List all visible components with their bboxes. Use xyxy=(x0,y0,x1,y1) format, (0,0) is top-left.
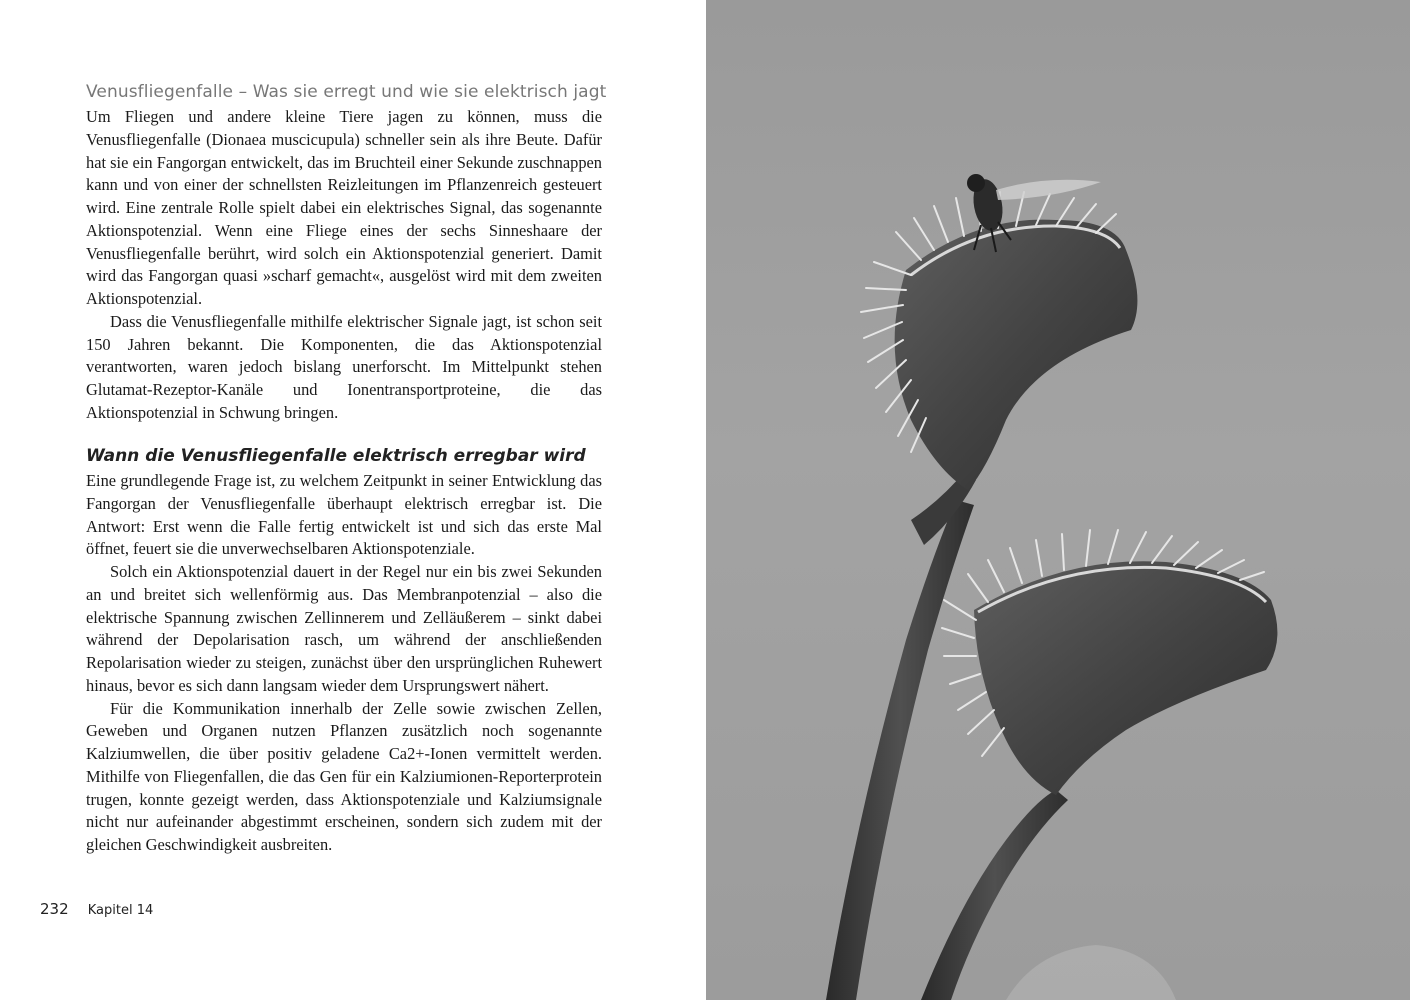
chapter-label: Kapitel 14 xyxy=(87,903,154,918)
paragraph: Für die Kommunikation innerhalb der Zelle sowie zwischen Zellen, Geweben und Organen nutzen Pflanzen zusätzlich noch sogenannte Kalziumwellen, die über positiv geladene Ca2+-Ionen vermittelt werden. Mithilfe von Fliegenfallen, die das Gen für ein Kalziumionen-Reporterprotein trugen, konnte gezeigt werden, dass Aktionspotenziale und Kalziumsignale nicht nur aufeinander abgestimmt erscheinen, sondern sich zudem mit der gleichen Geschwindigkeit ausbreiten. xyxy=(86,698,602,854)
page-footer xyxy=(40,899,153,918)
paragraph: Solch ein Aktionspotenzial dauert in der Regel nur ein bis zwei Sekunden an und breitet sich wellenförmig aus. Das Membranpotenzial – also die elektrische Spannung zwischen Zellinnerem und Zelläußerem – sinkt dabei während der Depolarisation rasch, um während der anschließenden Repolarisation wieder zu steigen, zunächst über den ursprünglichen Ruhewert hinaus, bevor es sich dann langsam wieder dem Ursprungswert nähert. xyxy=(86,562,602,695)
venus-flytrap-photo xyxy=(706,0,1410,1000)
section2-body xyxy=(86,470,602,857)
section-heading: Venusfliegenfalle – Was sie erregt und wie sie elektrisch jagt xyxy=(86,82,607,102)
photo-page xyxy=(706,0,1410,1000)
background-trap xyxy=(1006,945,1176,1000)
paragraph: Dass die Venusfliegenfalle mithilfe elektrischer Signale jagt, ist schon seit 150 Jahren bekannt. Die Komponenten, die das Aktionspotenzial verantworten, waren jedoch bislang unerforscht. Im Mittelpunkt stehen Glutamat-Rezeptor-Kanäle und Ionentransportproteine, die das Aktionspotenzial in Schwung bringen. xyxy=(86,311,602,422)
paragraph: Um Fliegen und andere kleine Tiere jagen zu können, muss die Venusfliegenfalle (Dionaea muscicupula) schneller sein als ihre Beute. Dafür hat sie ein Fangorgan entwickelt, das im Bruchteil einer Sekunde zuschnappen kann und von einer der schnellsten Reizleitungen im Pflanzenreich gesteuert wird. Eine zentrale Rolle spielt dabei ein elektrisches Signal, das sogenannte Aktionspotenzial. Wenn eine Fliege eines der sechs Sinneshaare der Venusfliegenfalle berührt, wird solch ein Aktionspotenzial generiert. Damit wird das Fangorgan quasi »scharf gemacht«, ausgelöst wird mit dem zweiten Aktionspotenzial. xyxy=(86,107,602,308)
section-subheading: Wann die Venusfliegenfalle elektrisch erregbar wird xyxy=(86,446,586,466)
section1-body xyxy=(86,106,602,425)
paragraph: Eine grundlegende Frage ist, zu welchem Zeitpunkt in seiner Entwicklung das Fangorgan der Venusfliegenfalle überhaupt elektrisch erregbar ist. Die Antwort: Erst wenn die Falle fertig entwickelt ist und sich das erste Mal öffnet, feuert sie die unverwechselbaren Aktionspotenziale. xyxy=(86,471,602,559)
lower-trap xyxy=(974,561,1277,795)
page-number: 232 xyxy=(40,900,69,918)
upper-stem xyxy=(826,500,974,1000)
